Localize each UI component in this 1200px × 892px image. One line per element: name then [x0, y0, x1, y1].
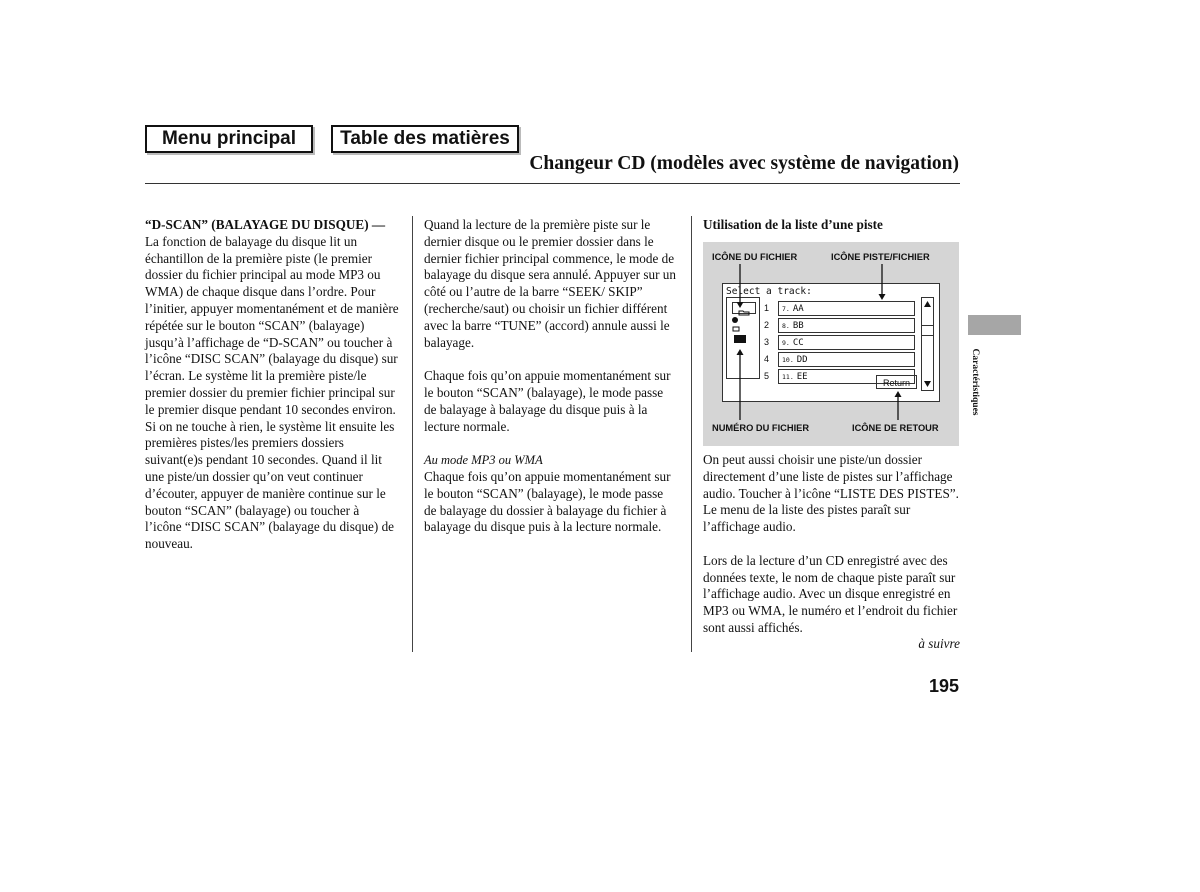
file-icon-label: ICÔNE DU FICHIER [712, 252, 798, 262]
file-number-label: NUMÉRO DU FICHIER [712, 423, 810, 433]
page-title: Changeur CD (modèles avec système de navigation) [529, 153, 959, 174]
paragraph: On peut aussi choisir une piste/un dossier directement d’une liste de pistes sur l’affichage audio. Toucher à l’icône “LISTE DES PISTES”. Le menu de la liste des pistes paraît sur l’affichage audio. [703, 452, 959, 535]
section-label: Caractéristiques [970, 348, 980, 416]
track-number: 9. [782, 339, 790, 347]
table-des-matieres-button[interactable]: Table des matières [331, 125, 519, 153]
column-1 [145, 217, 399, 553]
track-name: AA [792, 304, 804, 314]
d-scan-body: La fonction de balayage du disque lit un échantillon de la première piste (le premier dossier du fichier principal au mode MP3 ou WMA) de chaque disque dans l’ordre. Pour l’initier, appuyer momentanément et de manière répétée sur le bouton “SCAN” (balayage) jusqu’à l’affichage de “D-SCAN” ou toucher à l’icône “DISC SCAN” (balayage du disque) sur l’écran. Le système lit la première piste/le premier dossier du premier fichier principal sur le premier disque pendant 10 secondes environ. Si on ne touche à rien, le système lit ensuite les premières pistes/les premiers dossiers suivant(e)s pendant 10 secondes. Quand il lit une piste/un dossier qu’on veut continuer d’écouter, appuyer de manière continue sur le bouton “SCAN” (balayage) ou toucher à l’icône “DISC SCAN” (balayage du disque) de nouveau. [145, 233, 399, 552]
track-name: DD [796, 355, 808, 365]
track-list-heading: Utilisation de la liste d’une piste [703, 217, 883, 232]
callout-arrows [703, 242, 959, 446]
file-number: 5 [764, 371, 770, 381]
track-number: 8. [782, 322, 790, 330]
title-divider [145, 183, 960, 184]
column-divider [691, 216, 692, 652]
file-number: 1 [764, 303, 770, 313]
menu-principal-button[interactable]: Menu principal [145, 125, 313, 153]
page-number: 195 [929, 676, 960, 696]
column-3 [703, 217, 959, 234]
return-icon-label: ICÔNE DE RETOUR [852, 423, 939, 433]
file-number: 2 [764, 320, 770, 330]
section-tab [968, 315, 1021, 335]
d-scan-heading: “D-SCAN” (BALAYAGE DU DISQUE) — [145, 217, 386, 232]
track-name: EE [796, 372, 808, 382]
return-button[interactable]: Return [876, 375, 917, 389]
column-divider [412, 216, 413, 652]
continued-note: à suivre [918, 636, 960, 651]
track-name: CC [792, 338, 804, 348]
paragraph: Quand la lecture de la première piste sur le dernier disque ou le premier dossier dans le dernier fichier principal commence, le mode de balayage du disque sera annulé. Appuyer sur un côté ou l’autre de la barre “SEEK/ SKIP” (recherche/saut) ou choisir un fichier différent avec la barre “TUNE” (accord) annule aussi le balayage. [424, 217, 676, 350]
track-number: 11. [782, 373, 794, 381]
file-number: 3 [764, 337, 770, 347]
paragraph: Chaque fois qu’on appuie momentanément sur le bouton “SCAN” (balayage), le mode passe de balayage du dossier à balayage du fichier à balayage du disque puis à la lecture normale. [424, 468, 671, 535]
track-number: 7. [782, 305, 790, 313]
track-file-icon-label: ICÔNE PISTE/FICHIER [831, 252, 930, 262]
column-2 [424, 217, 678, 536]
paragraph: Lors de la lecture d’un CD enregistré avec des données texte, le nom de chaque piste paraît sur l’affichage audio. Avec un disque enregistré en MP3 ou WMA, le numéro et l’endroit du fichier sont aussi affichés. [703, 552, 958, 635]
track-name: BB [792, 321, 804, 331]
file-number: 4 [764, 354, 770, 364]
column-3-body [703, 452, 959, 637]
select-track-prompt: Select a track: [726, 286, 812, 297]
mp3-wma-subheading: Au mode MP3 ou WMA [424, 453, 543, 468]
track-list-figure [703, 242, 959, 446]
paragraph: Chaque fois qu’on appuie momentanément sur le bouton “SCAN” (balayage), le mode passe de balayage à balayage du disque puis à la lecture normale. [424, 368, 671, 434]
track-number: 10. [782, 356, 794, 364]
